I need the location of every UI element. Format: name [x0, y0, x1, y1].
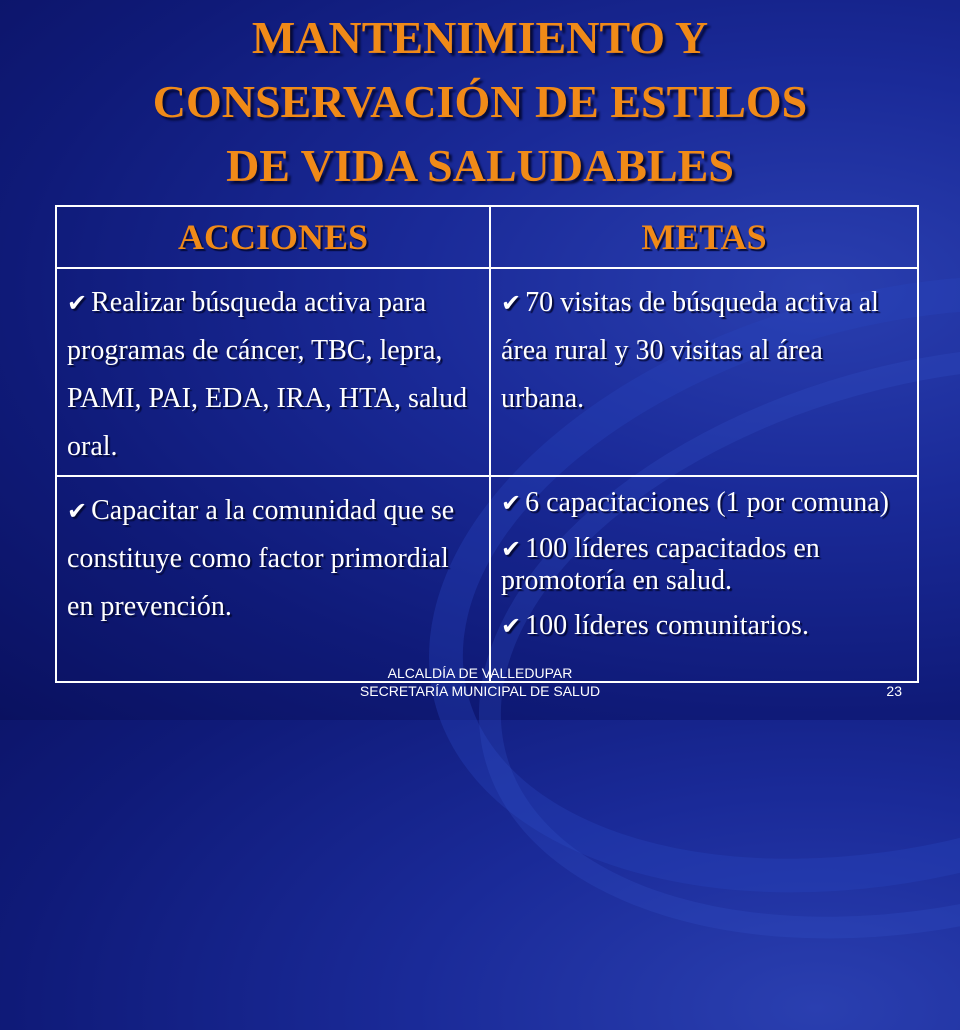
check-mark-icon: ✔ — [67, 289, 88, 317]
accion-cell — [56, 268, 490, 476]
header-metas: METAS — [490, 206, 918, 268]
title-line: DE VIDA SALUDABLES — [226, 140, 734, 191]
meta-text: 100 líderes capacitados en promotoría en salud. — [501, 533, 820, 596]
check-mark-icon: ✔ — [67, 497, 88, 525]
page-number: 23 — [886, 683, 902, 699]
check-mark-icon: ✔ — [501, 289, 522, 317]
check-mark-icon: ✔ — [501, 612, 522, 640]
title-line: MANTENIMIENTO Y — [251, 12, 709, 63]
metas-cell — [490, 476, 918, 682]
table-row — [56, 268, 918, 476]
meta-text: 6 capacitaciones (1 por comuna) — [525, 487, 889, 518]
accion-text: Capacitar a la comunidad que se constituye como factor primordial en prevención. — [67, 495, 455, 622]
table-row — [56, 476, 918, 682]
meta-item — [501, 487, 907, 519]
footer-dept: SECRETARÍA MUNICIPAL DE SALUD — [359, 683, 601, 699]
actions-goals-table — [55, 205, 919, 683]
meta-item — [501, 610, 907, 642]
footer-org: ALCALDÍA DE VALLEDUPAR — [387, 665, 573, 681]
meta-text: 100 líderes comunitarios. — [525, 610, 809, 641]
slide-title — [0, 6, 960, 198]
table-header-row — [56, 206, 918, 268]
footer — [0, 664, 960, 700]
meta-item — [501, 533, 907, 596]
meta-text: 70 visitas de búsqueda activa al área rural y 30 visitas al área urbana. — [501, 287, 879, 414]
check-mark-icon: ✔ — [501, 489, 522, 517]
metas-cell — [490, 268, 918, 476]
accion-text: Realizar búsqueda activa para programas de cáncer, TBC, lepra, PAMI, PAI, EDA, IRA, HTA, salud oral. — [67, 287, 468, 462]
title-line: CONSERVACIÓN DE ESTILOS — [152, 76, 808, 127]
check-mark-icon: ✔ — [501, 535, 522, 563]
accion-cell — [56, 476, 490, 682]
header-acciones: ACCIONES — [56, 206, 490, 268]
